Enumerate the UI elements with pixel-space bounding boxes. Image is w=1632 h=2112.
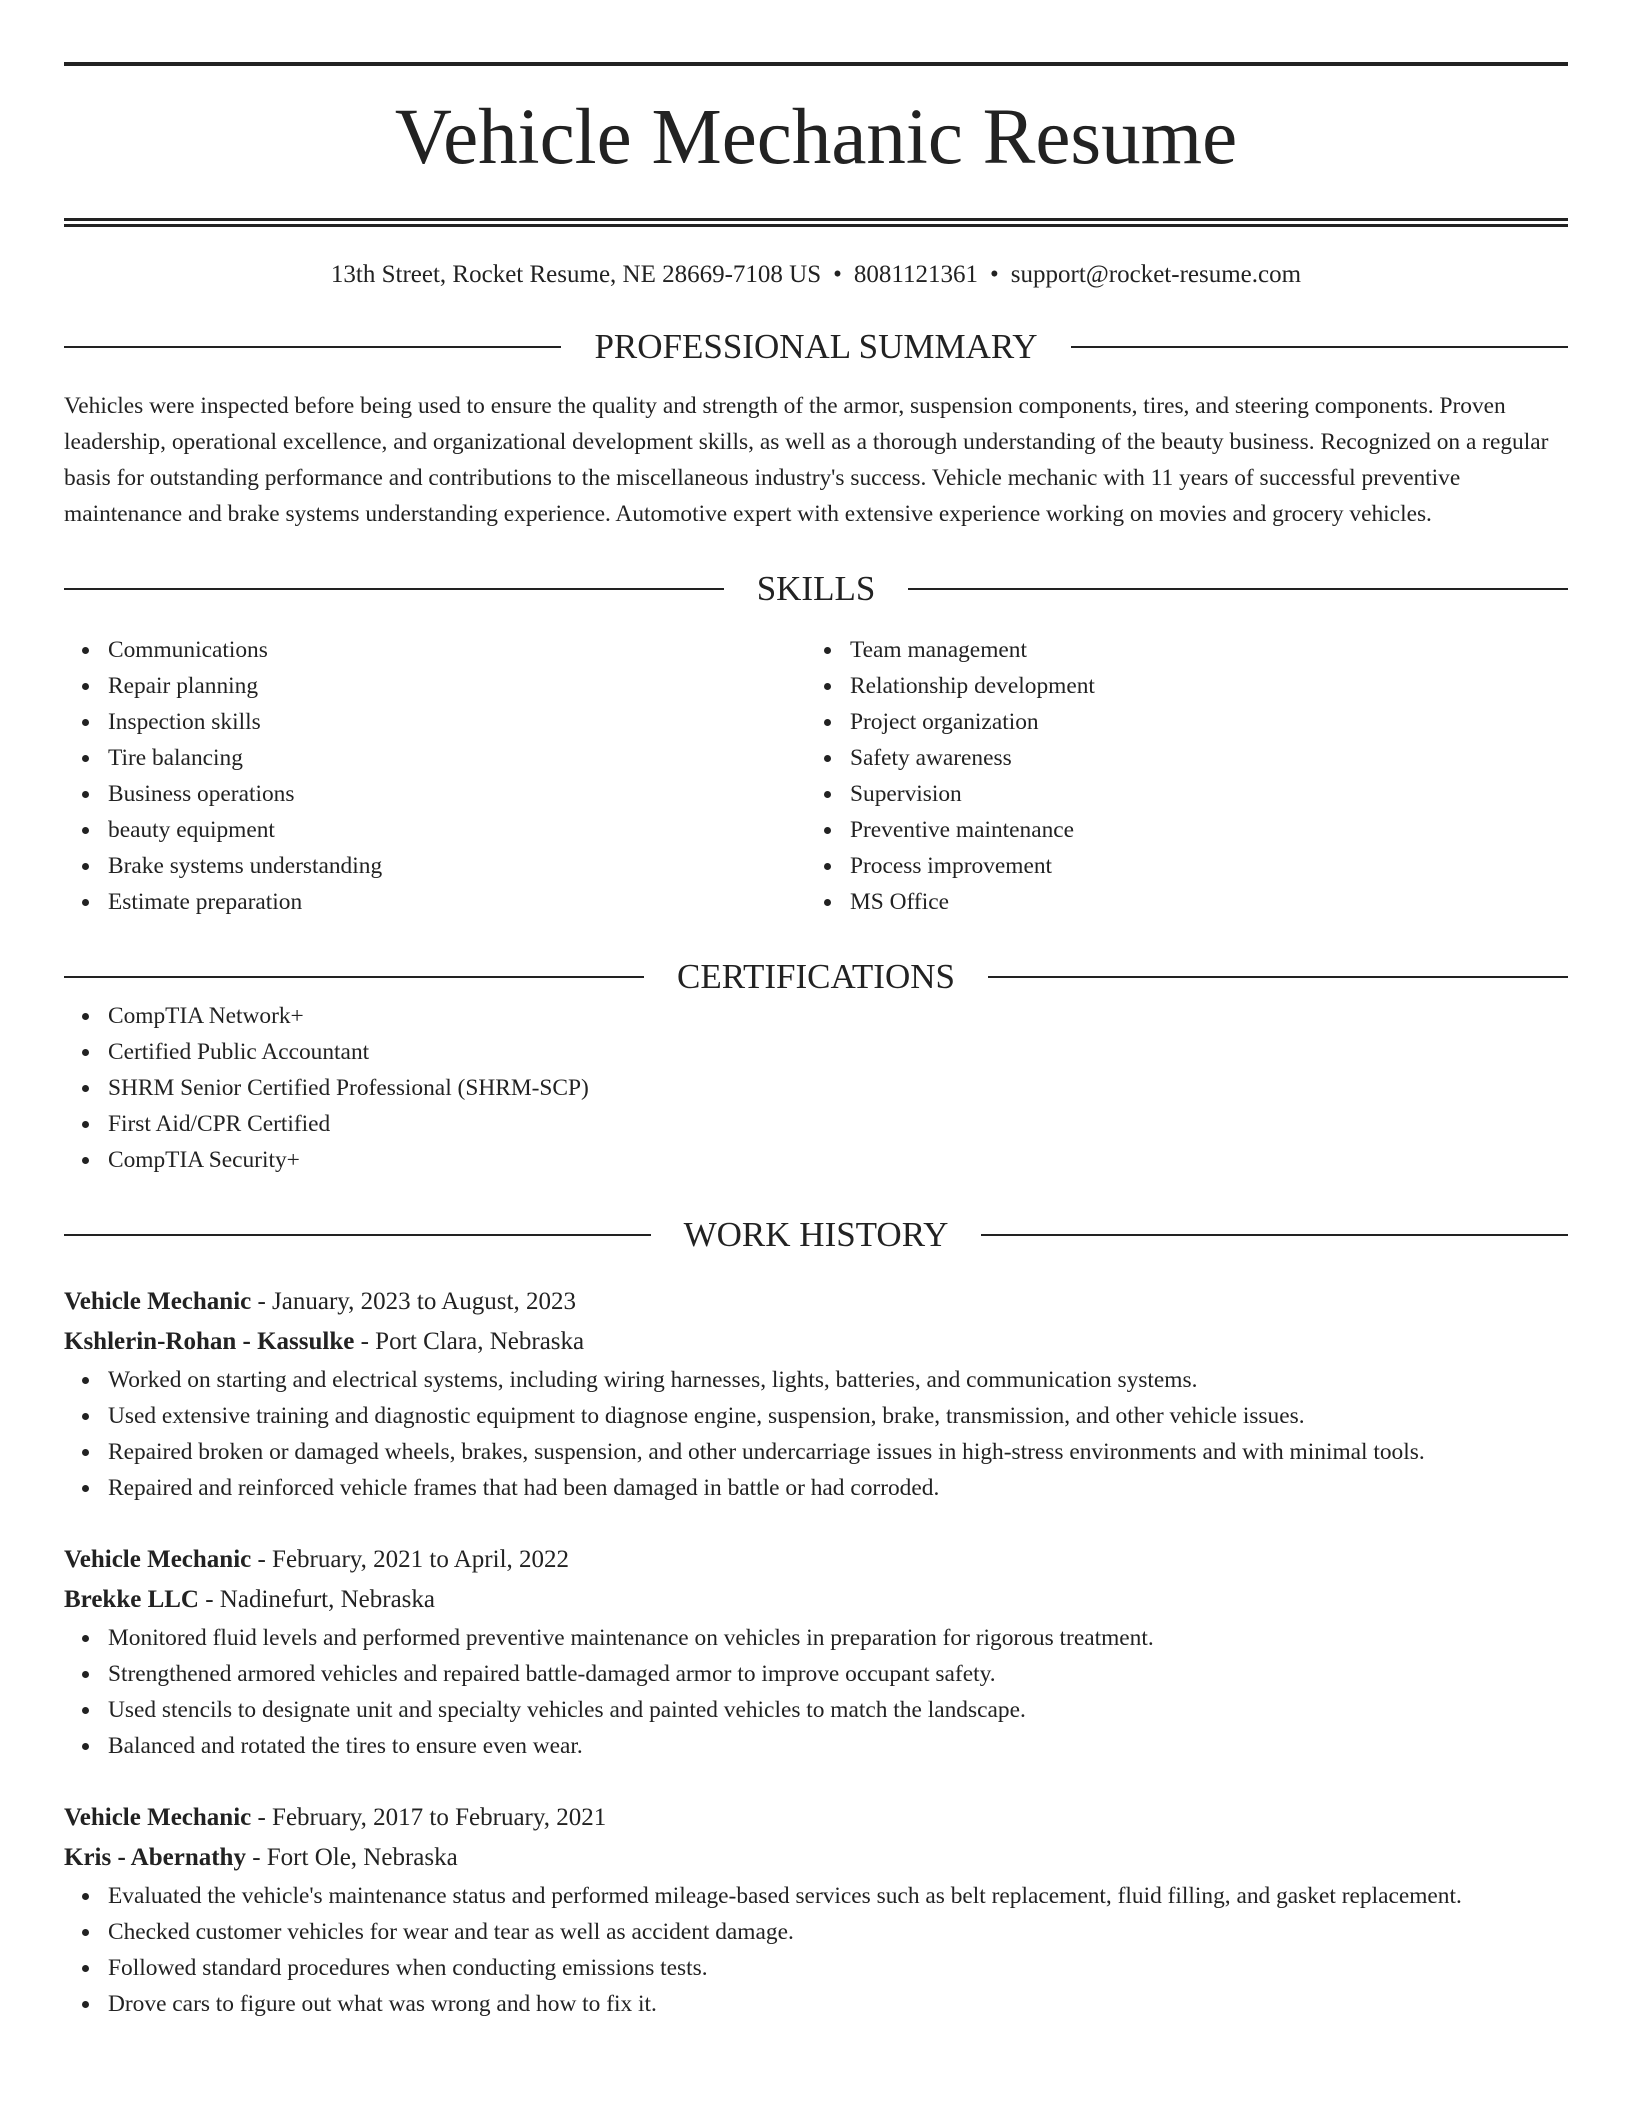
job-duty-text: Strengthened armored vehicles and repaired battle-damaged armor to improve occupant safety. [108, 1661, 996, 1687]
contact-separator: • [990, 261, 999, 288]
skills-column-right [806, 632, 1548, 920]
bullet-dot [82, 1085, 89, 1092]
bullet-dot [82, 1013, 89, 1020]
job-duty-text: Checked customer vehicles for wear and tear as well as accident damage. [108, 1919, 794, 1945]
skills-list-right [806, 632, 1548, 920]
certification-label: CompTIA Network+ [108, 1003, 304, 1029]
job-duty-text: Drove cars to figure out what was wrong and how to fix it. [108, 1991, 657, 2017]
job-entry [64, 1798, 1568, 2022]
bullet-dot [82, 719, 89, 726]
bullet-dot [82, 827, 89, 834]
certification-label: First Aid/CPR Certified [108, 1111, 331, 1137]
job-duties-list [64, 1620, 1568, 1764]
summary-heading: PROFESSIONAL SUMMARY [594, 327, 1038, 366]
bullet-dot [82, 1377, 89, 1384]
bullet-dot [82, 1121, 89, 1128]
bullet-dot [824, 755, 831, 762]
skill-item [108, 812, 806, 848]
contact-line [64, 260, 1568, 290]
heading-rule-right [988, 976, 1568, 978]
skill-label: Repair planning [108, 673, 259, 699]
job-duty-text: Repaired broken or damaged wheels, brakes, suspension, and other undercarriage issues in high-stress environments and with minimal tools. [108, 1439, 1425, 1465]
job-duty-text: Balanced and rotated the tires to ensure even wear. [108, 1733, 583, 1759]
bullet-dot [824, 863, 831, 870]
job-duty [108, 1620, 1568, 1656]
skill-label: Preventive maintenance [850, 817, 1075, 843]
bullet-dot [82, 1449, 89, 1456]
page-title: Vehicle Mechanic Resume [394, 94, 1238, 181]
work-history-section-heading [64, 1214, 1568, 1256]
top-rule [64, 62, 1568, 66]
job-duty [108, 1362, 1568, 1398]
bullet-dot [82, 791, 89, 798]
skill-item [108, 632, 806, 668]
job-role: Vehicle Mechanic [64, 1288, 252, 1315]
bullet-dot [82, 1157, 89, 1164]
skill-item [850, 668, 1548, 704]
skill-item [850, 632, 1548, 668]
skill-label: Brake systems understanding [108, 853, 383, 879]
job-duties-list [64, 1362, 1568, 1506]
bullet-dot [82, 2001, 89, 2008]
contact-separator: • [833, 261, 842, 288]
job-location: - Nadinefurt, Nebraska [198, 1586, 435, 1613]
bullet-dot [82, 1049, 89, 1056]
job-duty [108, 1398, 1568, 1434]
skill-label: Supervision [850, 781, 962, 807]
job-duty [108, 1656, 1568, 1692]
job-duty-text: Repaired and reinforced vehicle frames that had been damaged in battle or had corroded. [108, 1475, 940, 1501]
skills-heading: SKILLS [756, 569, 876, 608]
skill-label: Safety awareness [850, 745, 1012, 771]
job-role: Vehicle Mechanic [64, 1804, 252, 1831]
job-duty [108, 1914, 1568, 1950]
certifications-section-heading [64, 956, 1568, 998]
skill-label: Business operations [108, 781, 295, 807]
bullet-dot [824, 647, 831, 654]
bullet-dot [82, 683, 89, 690]
skills-section-heading [64, 568, 1568, 610]
heading-rule-left [64, 346, 561, 348]
bullet-dot [82, 1671, 89, 1678]
job-company: Brekke LLC [64, 1586, 199, 1613]
job-duty [108, 1950, 1568, 1986]
job-dates: - January, 2023 to August, 2023 [251, 1288, 576, 1315]
job-title-line [64, 1540, 1568, 1580]
contact-phone: 8081121361 [853, 261, 978, 288]
heading-rule-left [64, 588, 724, 590]
job-duty [108, 1986, 1568, 2022]
skill-item [850, 812, 1548, 848]
bullet-dot [82, 1893, 89, 1900]
bullet-dot [824, 791, 831, 798]
job-location: - Port Clara, Nebraska [354, 1328, 585, 1355]
work-history-heading: WORK HISTORY [683, 1215, 949, 1254]
certification-item [108, 1034, 1568, 1070]
skill-label: Team management [850, 637, 1027, 663]
certification-label: SHRM Senior Certified Professional (SHRM-SCP) [108, 1075, 589, 1101]
job-duty [108, 1470, 1568, 1506]
bullet-dot [82, 1965, 89, 1972]
bullet-dot [82, 1413, 89, 1420]
skill-item [108, 848, 806, 884]
bullet-dot [82, 1635, 89, 1642]
bullet-dot [82, 899, 89, 906]
job-dates: - February, 2017 to February, 2021 [251, 1804, 607, 1831]
job-title-line [64, 1282, 1568, 1322]
job-entry [64, 1282, 1568, 1506]
bullet-dot [82, 863, 89, 870]
bullet-dot [824, 719, 831, 726]
job-company-line [64, 1838, 1568, 1878]
bullet-dot [82, 1485, 89, 1492]
bullet-dot [82, 647, 89, 654]
job-location: - Fort Ole, Nebraska [245, 1844, 458, 1871]
skill-item [108, 884, 806, 920]
skill-label: Project organization [850, 709, 1039, 735]
bullet-dot [82, 1743, 89, 1750]
job-duty-text: Worked on starting and electrical systems, including wiring harnesses, lights, batteries, and communication systems. [108, 1367, 1198, 1393]
skill-label: Tire balancing [108, 745, 243, 771]
job-duty-text: Used stencils to designate unit and specialty vehicles and painted vehicles to match the landscape. [108, 1697, 1026, 1723]
bullet-dot [824, 827, 831, 834]
skills-column-left [64, 632, 806, 920]
heading-rule-right [1071, 346, 1568, 348]
heading-rule-left [64, 1234, 651, 1236]
skill-item [850, 740, 1548, 776]
heading-rule-right [908, 588, 1568, 590]
job-dates: - February, 2021 to April, 2022 [251, 1546, 570, 1573]
bullet-dot [82, 1929, 89, 1936]
certification-label: Certified Public Accountant [108, 1039, 370, 1065]
job-company-line [64, 1580, 1568, 1620]
skill-item [850, 704, 1548, 740]
certifications-list [64, 998, 1568, 1178]
skill-item [850, 776, 1548, 812]
skill-label: Inspection skills [108, 709, 261, 735]
contact-email: support@rocket-resume.com [1010, 261, 1302, 288]
skill-item [108, 740, 806, 776]
skill-item [850, 848, 1548, 884]
job-duty-text: Used extensive training and diagnostic equipment to diagnose engine, suspension, brake, transmission, and other vehicle issues. [108, 1403, 1305, 1429]
summary-section-heading [64, 326, 1568, 368]
job-duty [108, 1878, 1568, 1914]
certification-item [108, 1106, 1568, 1142]
skill-label: MS Office [850, 889, 949, 915]
skill-item [108, 668, 806, 704]
title-double-rule [64, 218, 1568, 227]
job-company-line [64, 1322, 1568, 1362]
summary-text: Vehicles were inspected before being used to ensure the quality and strength of the armor, suspension components, tires, and steering components. Proven leadership, operational excellence, and organizational development skills, as well as a thorough understanding of the beauty business. Recognized on a regular basis for outstanding performance and contributions to the miscellaneous industry's success. Vehicle mechanic with 11 years of successful preventive maintenance and brake systems understanding experience. Automotive expert with extensive experience working on movies and grocery vehicles. [64, 393, 1549, 527]
skill-label: Relationship development [850, 673, 1095, 699]
skill-item [850, 884, 1548, 920]
certification-item [108, 998, 1568, 1034]
bullet-dot [824, 683, 831, 690]
job-duty [108, 1434, 1568, 1470]
job-company: Kshlerin-Rohan - Kassulke [64, 1328, 355, 1355]
bullet-dot [82, 1707, 89, 1714]
certification-item [108, 1070, 1568, 1106]
skill-label: Communications [108, 637, 268, 663]
heading-rule-right [981, 1234, 1568, 1236]
certification-item [108, 1142, 1568, 1178]
certifications-heading: CERTIFICATIONS [677, 957, 955, 996]
skill-item [108, 776, 806, 812]
job-entry [64, 1540, 1568, 1764]
job-duty-text: Monitored fluid levels and performed preventive maintenance on vehicles in preparation for rigorous treatment. [108, 1625, 1154, 1651]
skill-label: beauty equipment [108, 817, 275, 843]
skill-label: Process improvement [850, 853, 1053, 879]
job-duties-list [64, 1878, 1568, 2022]
job-duty-text: Followed standard procedures when conducting emissions tests. [108, 1955, 708, 1981]
skill-item [108, 704, 806, 740]
skills-grid [64, 632, 1568, 920]
bullet-dot [82, 755, 89, 762]
job-duty [108, 1728, 1568, 1764]
job-duty-text: Evaluated the vehicle's maintenance status and performed mileage-based services such as belt replacement, fluid filling, and gasket replacement. [108, 1883, 1462, 1909]
job-duty [108, 1692, 1568, 1728]
bullet-dot [824, 899, 831, 906]
job-role: Vehicle Mechanic [64, 1546, 252, 1573]
skills-list-left [64, 632, 806, 920]
job-title-line [64, 1798, 1568, 1838]
job-company: Kris - Abernathy [64, 1844, 246, 1871]
skill-label: Estimate preparation [108, 889, 303, 915]
heading-rule-left [64, 976, 644, 978]
certification-label: CompTIA Security+ [108, 1147, 300, 1173]
contact-address: 13th Street, Rocket Resume, NE 28669-7108 US [330, 261, 822, 288]
